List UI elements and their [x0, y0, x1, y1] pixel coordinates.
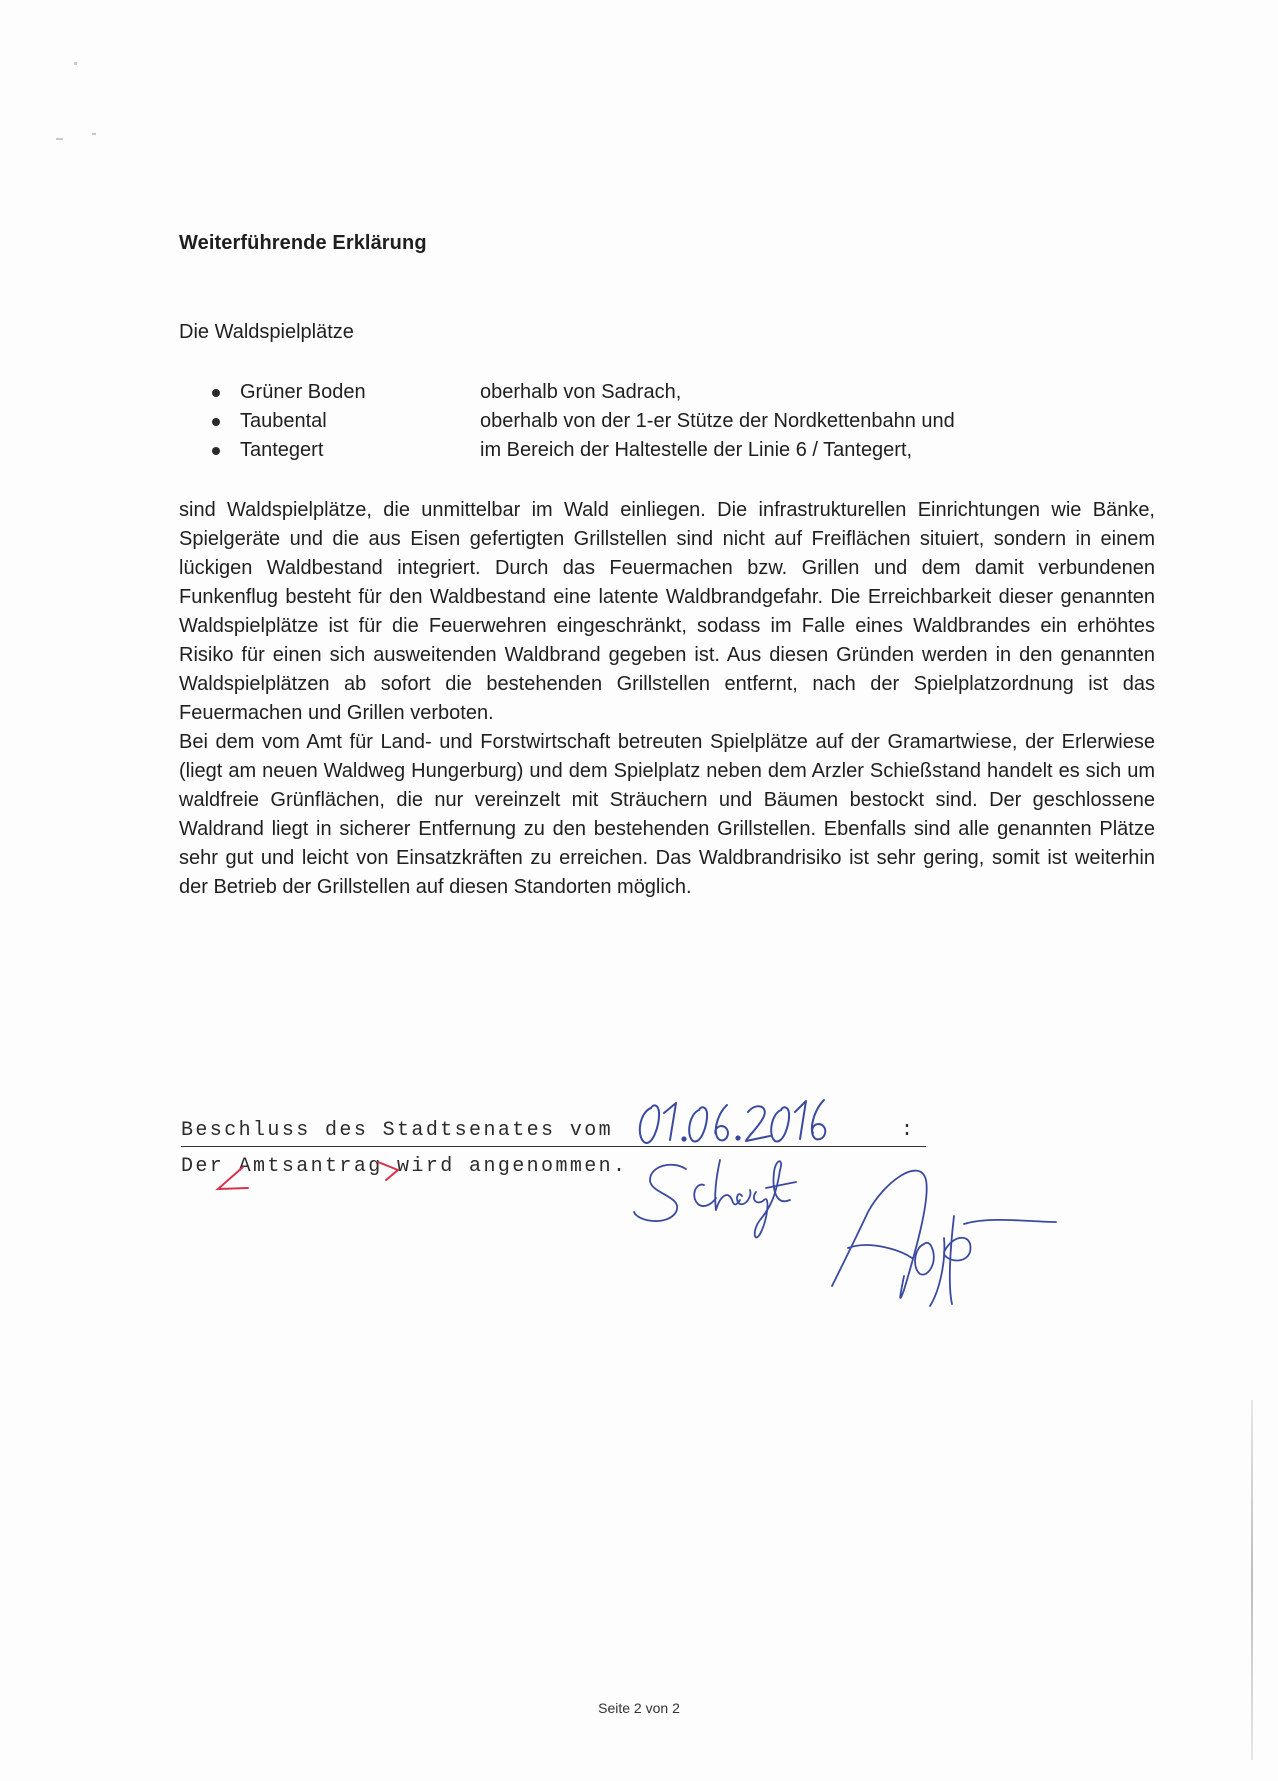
signature-2: [832, 1171, 1056, 1306]
page-number: Seite 2 von 2: [598, 1700, 680, 1716]
playground-list: [212, 378, 955, 465]
document-heading: Weiterführende Erklärung: [179, 232, 427, 254]
place-description: im Bereich der Haltestelle der Linie 6 / Tantegert,: [480, 439, 913, 461]
place-name: Grüner Boden: [240, 381, 366, 403]
bullet-icon: [212, 389, 220, 397]
paragraph: sind Waldspielplätze, die unmittelbar im Wald einliegen. Die infrastrukturellen Einrichtungen wie Bänke, Spielgeräte und die aus Eisen gefertigten Grillstellen sind nicht auf Freiflächen situiert, sondern in einem lückigen Waldbestand integriert. Durch das Feuermachen bzw. Grillen und dem damit verbundenen Funkenflug besteht für den Waldbestand eine latente Waldbrandgefahr. Die Erreichbarkeit dieser genannten Waldspielplätze ist für die Feuerwehren eingeschränkt, sodass im Falle eines Waldbrandes ein erhöhtes Risiko für einen sich ausweitenden Waldbrand gegeben ist. Aus diesen Gründen werden in den genannten Waldspielplätzen ab sofort die bestehenden Grillstellen entfernt, nach der Spielplatzordnung ist das Feuermachen und Grillen verboten.: [179, 499, 1155, 724]
scan-mark: [56, 138, 63, 140]
bullet-icon: [212, 447, 220, 455]
paragraph: Bei dem vom Amt für Land- und Forstwirtschaft betreuten Spielplätze auf der Gramartwiese, der Erlerwiese (liegt am neuen Waldweg Hungerburg) und dem Spielplatz neben dem Arzler Schießstand handelt es sich um waldfreie Grünflächen, die nur vereinzelt mit Sträuchern und Bäumen bestockt sind. Der geschlossene Waldrand liegt in sicherer Entfernung zu den bestehenden Grillstellen. Ebenfalls sind alle genannten Plätze sehr gut und leicht von Einsatzkräften zu erreichen. Das Waldbrandrisiko ist sehr gering, somit ist weiterhin der Betrieb der Grillstellen auf diesen Standorten möglich.: [179, 731, 1155, 898]
scan-mark: [92, 133, 96, 135]
list-item: [212, 436, 955, 465]
decision-colon: :: [901, 1119, 916, 1142]
place-description: oberhalb von Sadrach,: [480, 381, 682, 403]
place-name: Taubental: [240, 410, 327, 432]
place-description: oberhalb von der 1-er Stütze der Nordkettenbahn und: [480, 410, 955, 432]
list-item: [212, 407, 955, 436]
decision-block: [181, 1112, 921, 1178]
decision-label: Beschluss des Stadtsenates vom: [181, 1119, 614, 1142]
list-item: [212, 378, 955, 407]
scan-mark: [74, 62, 77, 65]
body-text: [179, 496, 1155, 902]
decision-line: [181, 1112, 926, 1147]
decision-result: Der Amtsantrag wird angenommen.: [181, 1155, 628, 1178]
bullet-icon: [212, 418, 220, 426]
intro-text: Die Waldspielplätze: [179, 321, 354, 343]
place-name: Tantegert: [240, 439, 324, 461]
